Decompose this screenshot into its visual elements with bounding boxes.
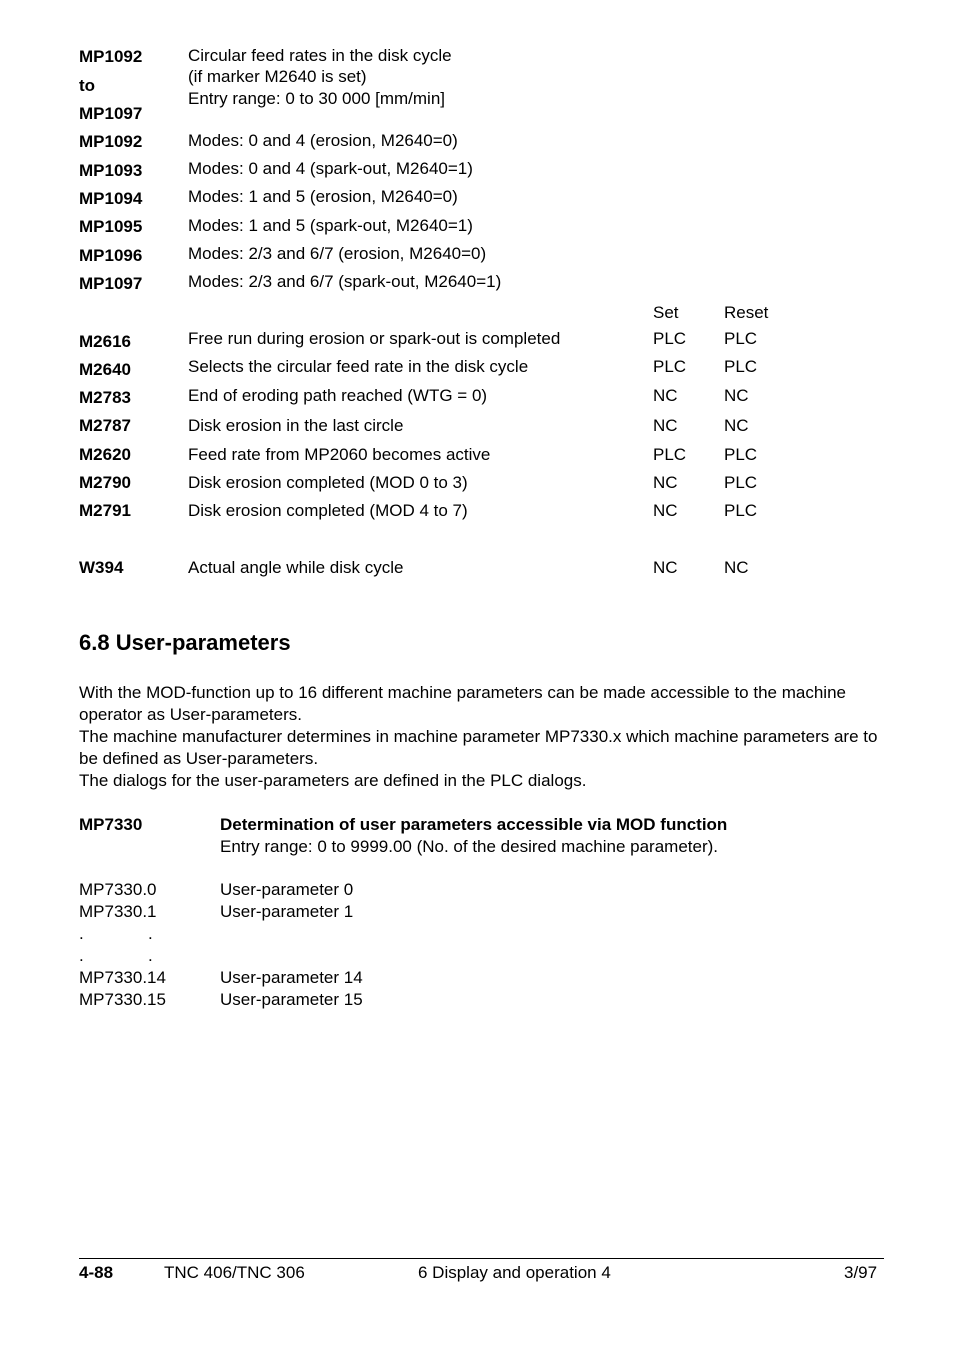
marker-reset: NC (724, 416, 749, 435)
marker-desc: Selects the circular feed rate in the disk cycle (188, 357, 529, 376)
mode-param: MP1096 (79, 246, 143, 265)
mp7330-entry-range: Entry range: 0 to 9999.00 (No. of the desired machine parameter). (220, 837, 718, 856)
marker-reset: PLC (724, 473, 758, 492)
range-desc-line: Entry range: 0 to 30 000 [mm/min] (188, 89, 446, 108)
user-param-id: MP7330.15 (79, 990, 166, 1009)
mode-desc: Modes: 0 and 4 (erosion, M2640=0) (188, 131, 458, 150)
marker-set: PLC (653, 357, 687, 376)
marker-id: M2640 (79, 360, 131, 379)
mode-param: MP1097 (79, 274, 143, 293)
marker-id: M2620 (79, 445, 131, 464)
marker-set: NC (653, 473, 678, 492)
footer-rule (79, 1258, 884, 1259)
ellipsis-dot: . (148, 924, 153, 943)
range-label-end: MP1097 (79, 104, 143, 123)
marker-desc: End of eroding path reached (WTG = 0) (188, 386, 488, 405)
user-param-id: MP7330.0 (79, 880, 157, 899)
marker-id: M2790 (79, 473, 131, 492)
marker-desc: Feed rate from MP2060 becomes active (188, 445, 491, 464)
word-id: W394 (79, 558, 124, 577)
marker-set: PLC (653, 329, 687, 348)
mode-desc: Modes: 1 and 5 (spark-out, M2640=1) (188, 216, 473, 235)
marker-desc: Free run during erosion or spark-out is completed (188, 329, 561, 348)
mode-param: MP1095 (79, 217, 143, 236)
user-param-desc: User-parameter 14 (220, 968, 363, 987)
word-desc: Actual angle while disk cycle (188, 558, 404, 577)
set-column-header: Set (653, 303, 679, 322)
footer-date: 3/97 (844, 1263, 878, 1282)
marker-id: M2783 (79, 388, 131, 407)
range-label-start: MP1092 (79, 47, 143, 66)
mode-param: MP1092 (79, 132, 143, 151)
marker-set: NC (653, 501, 678, 520)
word-set: NC (653, 558, 678, 577)
mode-desc: Modes: 2/3 and 6/7 (spark-out, M2640=1) (188, 272, 502, 291)
section-paragraph (79, 682, 879, 792)
ellipsis-dot: . (79, 924, 84, 943)
mode-param: MP1093 (79, 161, 143, 180)
marker-id: M2791 (79, 501, 131, 520)
user-param-id: MP7330.1 (79, 902, 157, 921)
ellipsis-dot: . (148, 946, 153, 965)
marker-set: NC (653, 416, 678, 435)
marker-reset: PLC (724, 445, 758, 464)
section-heading: 6.8 User-parameters (79, 630, 291, 655)
marker-reset: PLC (724, 329, 758, 348)
word-reset: NC (724, 558, 749, 577)
range-label-to: to (79, 76, 96, 95)
marker-id: M2616 (79, 332, 131, 351)
mp7330-title: Determination of user parameters accessible via MOD function (220, 815, 728, 834)
mode-desc: Modes: 1 and 5 (erosion, M2640=0) (188, 187, 458, 206)
user-param-desc: User-parameter 0 (220, 880, 354, 899)
ellipsis-dot: . (79, 946, 84, 965)
marker-reset: PLC (724, 501, 758, 520)
marker-set: NC (653, 386, 678, 405)
reset-column-header: Reset (724, 303, 769, 322)
mode-desc: Modes: 0 and 4 (spark-out, M2640=1) (188, 159, 473, 178)
paragraph-line: The dialogs for the user-parameters are defined in the PLC dialogs. (79, 771, 587, 790)
mp7330-id: MP7330 (79, 815, 143, 834)
marker-set: PLC (653, 445, 687, 464)
paragraph-line: The machine manufacturer determines in machine parameter MP7330.x which machine parameters are to be defined as User-parameters. (79, 727, 878, 768)
marker-reset: PLC (724, 357, 758, 376)
footer-chapter: 6 Display and operation 4 (418, 1263, 611, 1282)
mode-desc: Modes: 2/3 and 6/7 (erosion, M2640=0) (188, 244, 487, 263)
marker-id: M2787 (79, 416, 131, 435)
marker-reset: NC (724, 386, 749, 405)
mode-param: MP1094 (79, 189, 143, 208)
user-param-desc: User-parameter 15 (220, 990, 363, 1009)
range-desc-line: (if marker M2640 is set) (188, 67, 367, 86)
user-param-id: MP7330.14 (79, 968, 166, 987)
marker-desc: Disk erosion completed (MOD 4 to 7) (188, 501, 468, 520)
marker-desc: Disk erosion completed (MOD 0 to 3) (188, 473, 468, 492)
range-desc-line: Circular feed rates in the disk cycle (188, 46, 452, 65)
footer-page-number: 4-88 (79, 1263, 114, 1282)
user-param-desc: User-parameter 1 (220, 902, 354, 921)
marker-desc: Disk erosion in the last circle (188, 416, 404, 435)
footer-product: TNC 406/TNC 306 (164, 1263, 305, 1282)
paragraph-line: With the MOD-function up to 16 different machine parameters can be made accessible to the machine operator as User-parameters. (79, 683, 846, 724)
